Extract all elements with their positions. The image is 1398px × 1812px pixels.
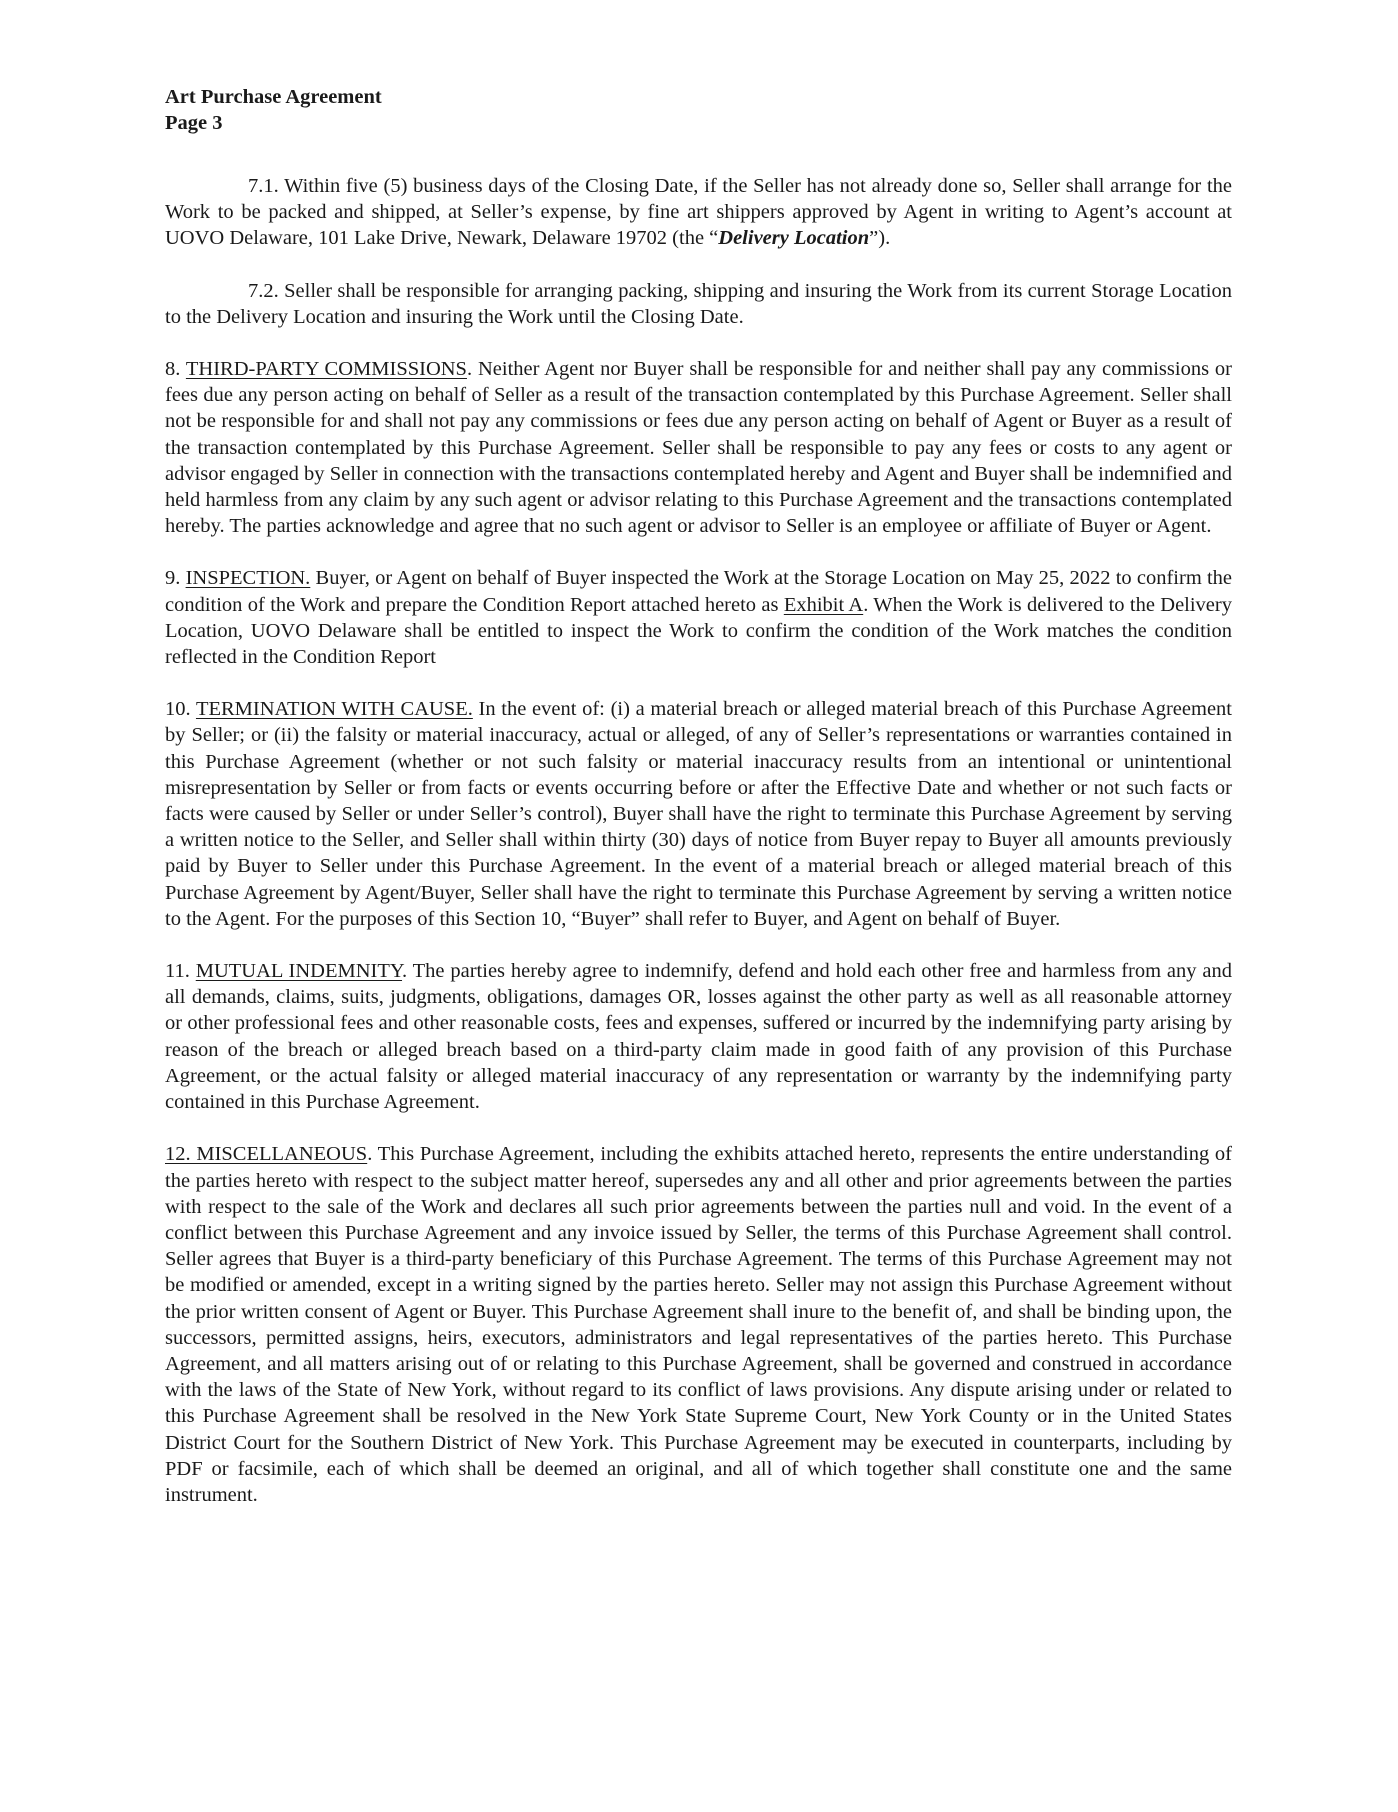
section-9-text: Buyer, or Agent on behalf of Buyer inspected the Work at the Storage Location on May 25, 2022 to confirm the condition of the Work and prepare the Condition Report attached hereto as	[165, 567, 1233, 616]
paragraph-7-1	[165, 173, 1232, 252]
section-11-heading: MUTUAL INDEMNITY	[195, 960, 403, 983]
section-12-text: . This Purchase Agreement, including the exhibits attached hereto, represents the entire understanding of the parties hereto with respect to the subject matter hereof, supersedes any and all other and prior agreements between the parties with respect to the sale of the Work and declares all such prior agreements between the parties null and void. In the event of a conflict between this Purchase Agreement and any invoice issued by Seller, the terms of this Purchase Agreement shall control. Seller agrees that Buyer is a third-party beneficiary of this Purchase Agreement. The terms of this Purchase Agreement may not be modified or amended, except in a writing signed by the parties hereto. Seller may not assign this Purchase Agreement without the prior written consent of Agent or Buyer. This Purchase Agreement shall inure to the benefit of, and shall be binding upon, the successors, permitted assigns, heirs, executors, administrators and legal representatives of the parties hereto. This Purchase Agreement, and all matters arising out of or relating to this Purchase Agreement, shall be governed and construed in accordance with the laws of the State of New York, without regard to its conflict of laws provisions. Any dispute arising under or related to this Purchase Agreement shall be resolved in the New York State Supreme Court, New York County or in the United States District Court for the Southern District of New York. This Purchase Agreement may be executed in counterparts, including by PDF or facsimile, each of which shall be deemed an original, and all of which together shall constitute one and the same instrument.	[165, 1143, 1232, 1506]
section-10-heading: TERMINATION WITH CAUSE.	[195, 698, 473, 721]
section-11-mutual-indemnity	[165, 958, 1232, 1115]
paragraph-7-1-end: ”).	[869, 227, 891, 250]
section-8-third-party-commissions	[165, 356, 1232, 539]
section-9-number: 9.	[165, 567, 186, 590]
exhibit-a-reference: Exhibit A	[783, 593, 864, 616]
section-12-miscellaneous	[165, 1141, 1232, 1508]
section-9-inspection	[165, 565, 1232, 670]
section-12-heading: 12. MISCELLANEOUS	[165, 1143, 368, 1166]
page-number: Page 3	[165, 112, 223, 134]
section-8-text: . Neither Agent nor Buyer shall be responsible for and neither shall pay any commissions or fees due any person acting on behalf of Seller as a result of the transaction contemplated by this Purchase Agreement. Seller shall not be responsible for and shall not pay any commissions or fees due any person acting on behalf of Agent or Buyer as a result of the transaction contemplated by this Purchase Agreement. Seller shall be responsible to pay any fees or costs to any agent or advisor engaged by Seller in connection with the transactions contemplated hereby and Agent and Buyer shall be indemnified and held harmless from any claim by any such agent or advisor relating to this Purchase Agreement and the transactions contemplated hereby. The parties acknowledge and agree that no such agent or advisor to Seller is an employee or affiliate of Buyer or Agent.	[165, 358, 1232, 538]
document-header	[165, 84, 1232, 136]
document-title: Art Purchase Agreement	[165, 86, 382, 108]
section-8-heading: THIRD-PARTY COMMISSIONS	[185, 358, 467, 381]
section-9-text-end: . When the Work is delivered to the Delivery Location, UOVO Delaware shall be entitled to inspect the Work to confirm the condition of the Work matches the condition reflected in the Condition Report	[165, 593, 1232, 669]
section-10-termination	[165, 696, 1232, 932]
paragraph-7-1-text: 7.1. Within five (5) business days of the Closing Date, if the Seller has not already done so, Seller shall arrange for the Work to be packed and shipped, at Seller’s expense, by fine art shippers approved by Agent in writing to Agent’s account at UOVO Delaware, 101 Lake Drive, Newark, Delaware 19702 (the “	[165, 175, 1232, 250]
section-11-number: 11.	[165, 960, 196, 983]
section-8-number: 8.	[165, 358, 186, 381]
document-body	[165, 173, 1232, 1508]
document-page	[165, 84, 1232, 1534]
section-10-text: In the event of: (i) a material breach or alleged material breach of this Purchase Agreement by Seller; or (ii) the falsity or material inaccuracy, actual or alleged, of any of Seller’s representations or warranties contained in this Purchase Agreement (whether or not such falsity or material inaccuracy results from an intentional or unintentional misrepresentation by Seller or from facts or events occurring before or after the Effective Date and whether or not such facts or facts were caused by Seller or under Seller’s control), Buyer shall have the right to terminate this Purchase Agreement by serving a written notice to the Seller, and Seller shall within thirty (30) days of notice from Buyer repay to Buyer all amounts previously paid by Buyer to Seller under this Purchase Agreement. In the event of a material breach or alleged material breach of this Purchase Agreement by Agent/Buyer, Seller shall have the right to terminate this Purchase Agreement by serving a written notice to the Agent. For the purposes of this Section 10, “Buyer” shall refer to Buyer, and Agent on behalf of Buyer.	[165, 698, 1232, 930]
section-9-heading: INSPECTION.	[185, 567, 311, 590]
paragraph-7-2: 7.2. Seller shall be responsible for arranging packing, shipping and insuring the Work from its current Storage Location to the Delivery Location and insuring the Work until the Closing Date.	[165, 279, 1232, 328]
section-11-text: . The parties hereby agree to indemnify, defend and hold each other free and harmless from any and all demands, claims, suits, judgments, obligations, damages OR, losses against the other party as well as all reasonable attorney or other professional fees and other reasonable costs, fees and expenses, suffered or incurred by the indemnifying party arising by reason of the breach or alleged breach based on a third-party claim made in good faith of any provision of this Purchase Agreement, or the actual falsity or alleged material inaccuracy of any representation or warranty by the indemnifying party contained in this Purchase Agreement.	[165, 960, 1232, 1114]
delivery-location-term: Delivery Location	[718, 227, 870, 250]
section-10-number: 10.	[165, 698, 196, 721]
